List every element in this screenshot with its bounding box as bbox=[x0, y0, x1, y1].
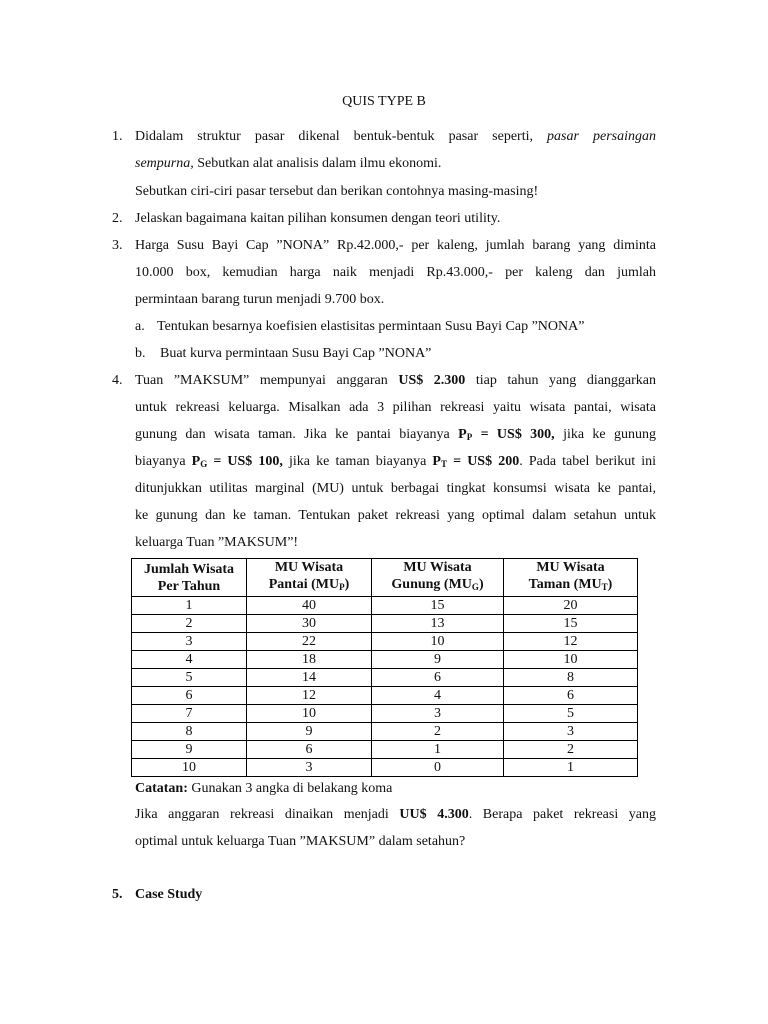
table-cell: 5 bbox=[132, 669, 247, 687]
table-cell: 8 bbox=[504, 669, 638, 687]
table-cell: 6 bbox=[504, 687, 638, 705]
q3-a-label: a. bbox=[135, 319, 145, 334]
table-cell: 30 bbox=[247, 615, 372, 633]
q4-l4-b: jika ke taman biayanya bbox=[289, 454, 427, 469]
table-row bbox=[132, 651, 638, 669]
table-cell: 3 bbox=[247, 759, 372, 777]
table-cell: 15 bbox=[372, 597, 504, 615]
q4-price-p: $P_P$ = US$ 300, bbox=[458, 427, 555, 442]
q4-l3-a: gunung dan wisata taman. Jika ke pantai biayanya bbox=[135, 427, 450, 442]
q4-number: 4. bbox=[112, 373, 123, 388]
table-row bbox=[132, 705, 638, 723]
note bbox=[135, 780, 392, 798]
table-row bbox=[132, 597, 638, 615]
table-header-row bbox=[132, 559, 638, 597]
q4-l3-c: jika ke gunung bbox=[563, 427, 657, 442]
table-cell: 9 bbox=[132, 741, 247, 759]
table-cell: 10 bbox=[247, 705, 372, 723]
followup-a: Jika anggaran rekreasi dinaikan menjadi bbox=[135, 807, 389, 822]
q4-line-7: keluarga Tuan ”MAKSUM”! bbox=[135, 535, 299, 550]
followup-c: . Berapa paket rekreasi yang bbox=[468, 807, 657, 822]
page-title: QUIS TYPE B bbox=[342, 94, 426, 109]
table-cell: 22 bbox=[247, 633, 372, 651]
table-cell: 10 bbox=[132, 759, 247, 777]
q3-b-text: Buat kurva permintaan Susu Bayi Cap ”NONA” bbox=[160, 346, 432, 361]
table-cell: 4 bbox=[132, 651, 247, 669]
q3-number: 3. bbox=[112, 238, 123, 253]
table-row bbox=[132, 687, 638, 705]
q4-line-2: untuk rekreasi keluarga. Misalkan ada 3 pilihan rekreasi yaitu wisata pantai, wisata bbox=[135, 400, 656, 415]
q1-text-a: Didalam struktur pasar dikenal bentuk-bentuk pasar seperti, bbox=[135, 129, 533, 144]
table-cell: 20 bbox=[504, 597, 638, 615]
table-cell: 12 bbox=[247, 687, 372, 705]
q4-l1-a: Tuan ”MAKSUM” mempunyai anggaran bbox=[135, 373, 388, 388]
table-cell: 18 bbox=[247, 651, 372, 669]
q4-l4-a: biayanya bbox=[135, 454, 186, 469]
q1-number: 1. bbox=[112, 129, 123, 144]
q5-title: Case Study bbox=[135, 887, 203, 902]
table-cell: 7 bbox=[132, 705, 247, 723]
table-row bbox=[132, 615, 638, 633]
table-cell: 3 bbox=[504, 723, 638, 741]
followup-line-1 bbox=[135, 806, 656, 824]
q1-text-b: Sebutkan alat analisis dalam ilmu ekonomi. bbox=[197, 156, 442, 171]
col-header-pantai: MU Wisata Pantai $(MU_P)$ bbox=[247, 559, 372, 597]
col-header-taman: MU Wisata Taman $(MU_T)$ bbox=[504, 559, 638, 597]
note-label: Catatan: bbox=[135, 781, 188, 796]
q1-line-3: Sebutkan ciri-ciri pasar tersebut dan berikan contohnya masing-masing! bbox=[135, 184, 539, 199]
table-cell: 10 bbox=[372, 633, 504, 651]
table-cell: 8 bbox=[132, 723, 247, 741]
q3-a-text: Tentukan besarnya koefisien elastisitas permintaan Susu Bayi Cap ”NONA” bbox=[157, 319, 585, 334]
table-cell: 1 bbox=[372, 741, 504, 759]
table-cell: 1 bbox=[132, 597, 247, 615]
q4-line-3 bbox=[135, 426, 656, 446]
table-cell: 10 bbox=[504, 651, 638, 669]
q4-price-t-wrap: $P_T$ = US$ 200. Pada tabel berikut ini bbox=[432, 454, 656, 469]
q4-l1-c: tiap tahun yang dianggarkan bbox=[475, 373, 657, 388]
q2-number: 2. bbox=[112, 211, 123, 226]
q4-price-t: $P_T$ = US$ 200 bbox=[432, 454, 520, 469]
q2-line: Jelaskan bagaimana kaitan pilihan konsumen dengan teori utility. bbox=[135, 211, 501, 226]
table-cell: 6 bbox=[247, 741, 372, 759]
table-cell: 2 bbox=[132, 615, 247, 633]
q5-number: 5. bbox=[112, 887, 123, 902]
table-cell: 2 bbox=[372, 723, 504, 741]
col-header-gunung: MU Wisata Gunung $(MU_G)$ bbox=[372, 559, 504, 597]
table-cell: 3 bbox=[132, 633, 247, 651]
q3-line-1: Harga Susu Bayi Cap ”NONA” Rp.42.000,- per kaleng, jumlah barang yang diminta bbox=[135, 238, 656, 253]
table-cell: 14 bbox=[247, 669, 372, 687]
table-cell: 5 bbox=[504, 705, 638, 723]
q3-line-2: 10.000 box, kemudian harga naik menjadi Rp.43.000,- per kaleng dan jumlah bbox=[135, 265, 656, 280]
table-cell: 6 bbox=[372, 669, 504, 687]
table-cell: 4 bbox=[372, 687, 504, 705]
table-cell: 0 bbox=[372, 759, 504, 777]
table-row bbox=[132, 741, 638, 759]
q4-budget: US$ 2.300 bbox=[398, 373, 466, 388]
table-cell: 13 bbox=[372, 615, 504, 633]
table-row bbox=[132, 723, 638, 741]
q4-line-5: ditunjukkan utilitas marginal (MU) untuk berbagai tingkat konsumsi wisata ke pantai, bbox=[135, 481, 656, 496]
q3-b-label: b. bbox=[135, 346, 146, 361]
q4-line-1 bbox=[135, 372, 656, 390]
table-row bbox=[132, 759, 638, 777]
followup-budget: UU$ 4.300 bbox=[399, 807, 469, 822]
q1-italic-b: sempurna, bbox=[135, 156, 194, 171]
table-cell: 40 bbox=[247, 597, 372, 615]
table-cell: 9 bbox=[372, 651, 504, 669]
table-cell: 12 bbox=[504, 633, 638, 651]
table-cell: 6 bbox=[132, 687, 247, 705]
col-header-jumlah: Jumlah Wisata Per Tahun bbox=[132, 559, 247, 597]
table-row bbox=[132, 669, 638, 687]
table-cell: 2 bbox=[504, 741, 638, 759]
note-text: Gunakan 3 angka di belakang koma bbox=[191, 781, 393, 796]
q4-price-g: $P_G$ = US$ 100, bbox=[191, 454, 283, 469]
q4-line-4 bbox=[135, 453, 656, 473]
table-cell: 3 bbox=[372, 705, 504, 723]
q4-line-6: ke gunung dan ke taman. Tentukan paket rekreasi yang optimal dalam setahun untuk bbox=[135, 508, 656, 523]
q1-line-2 bbox=[135, 155, 656, 173]
q3-line-3: permintaan barang turun menjadi 9.700 box. bbox=[135, 292, 385, 307]
table-cell: 1 bbox=[504, 759, 638, 777]
q1-line-1 bbox=[135, 128, 656, 146]
mu-table bbox=[131, 558, 638, 777]
q1-italic-a: pasar persaingan bbox=[547, 129, 656, 144]
table-row bbox=[132, 633, 638, 651]
table-cell: 15 bbox=[504, 615, 638, 633]
followup-line-2: optimal untuk keluarga Tuan ”MAKSUM” dalam setahun? bbox=[135, 834, 466, 849]
table-cell: 9 bbox=[247, 723, 372, 741]
